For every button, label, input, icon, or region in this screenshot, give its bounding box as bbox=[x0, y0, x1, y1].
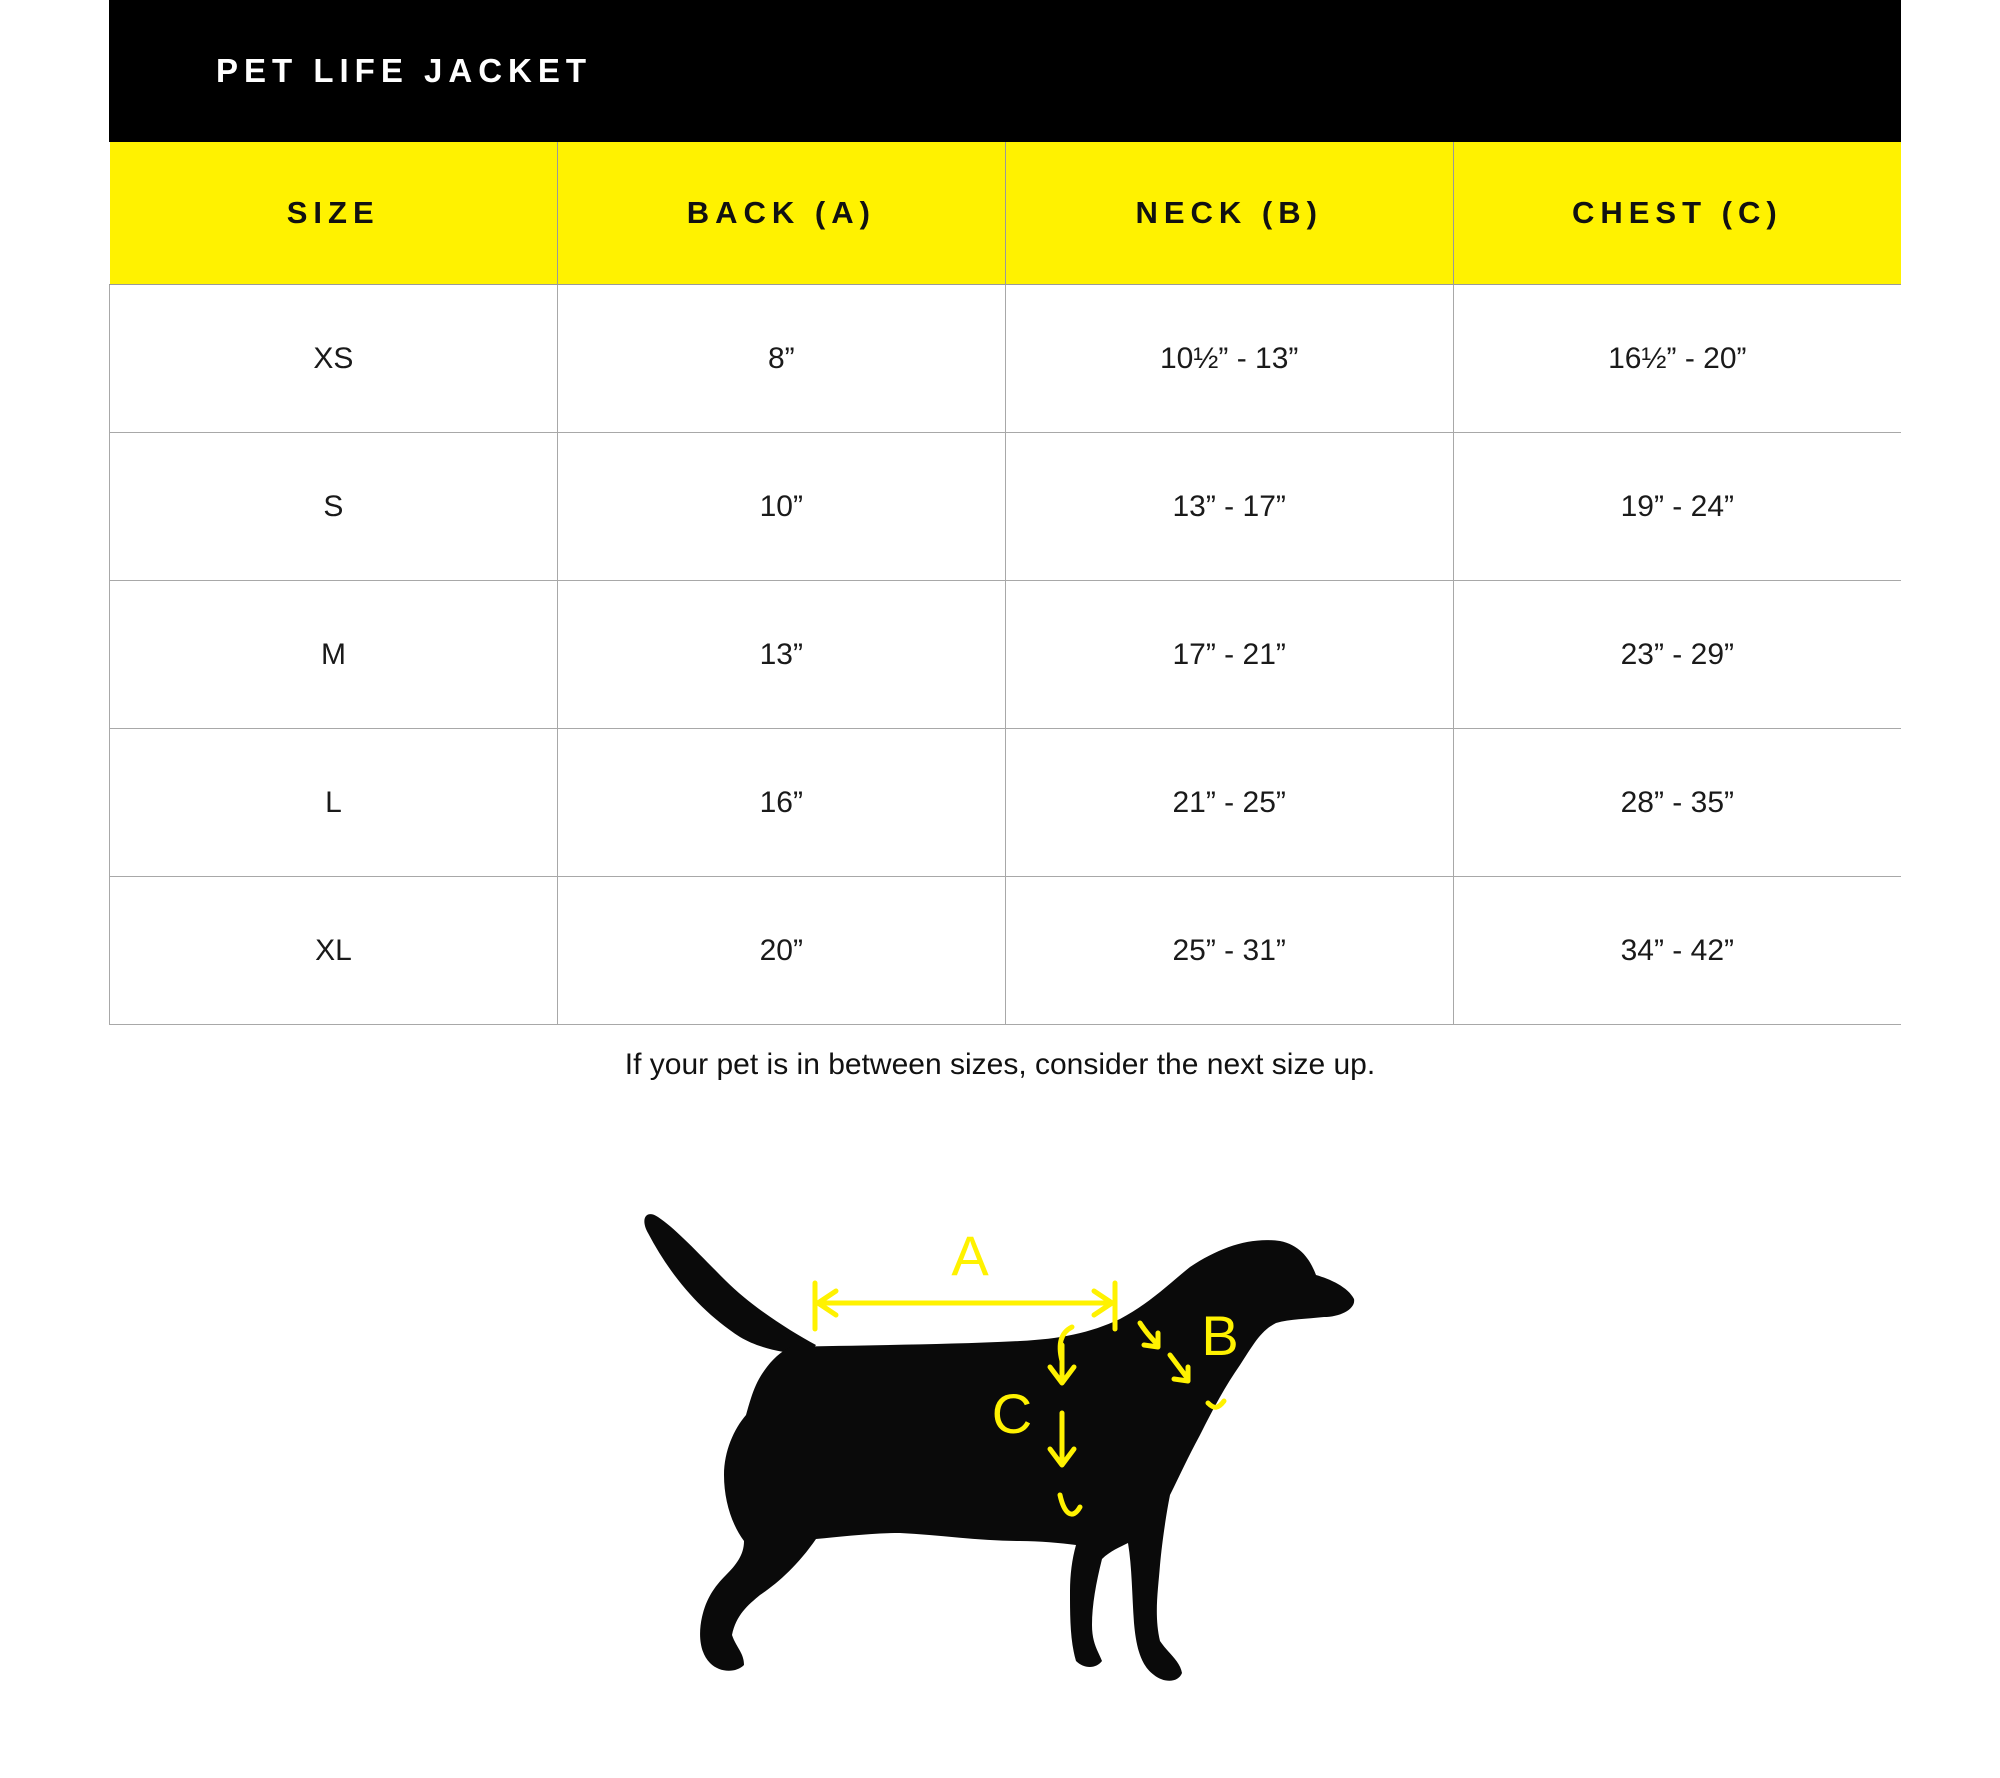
neck-cell: 13” - 17” bbox=[1005, 433, 1453, 581]
size-cell: XL bbox=[110, 877, 558, 1025]
table-row bbox=[110, 285, 1902, 433]
size-cell: M bbox=[110, 581, 558, 729]
header-back: BACK (A) bbox=[557, 142, 1005, 285]
back-cell: 16” bbox=[557, 729, 1005, 877]
size-table bbox=[109, 142, 1901, 1025]
sizing-note: If your pet is in between sizes, consider the next size up. bbox=[624, 1048, 1376, 1081]
chest-cell: 16½” - 20” bbox=[1453, 285, 1901, 433]
chest-cell: 23” - 29” bbox=[1453, 581, 1901, 729]
header-neck: NECK (B) bbox=[1005, 142, 1453, 285]
size-cell: L bbox=[110, 729, 558, 877]
table-row bbox=[110, 581, 1902, 729]
back-cell: 8” bbox=[557, 285, 1005, 433]
chest-cell: 34” - 42” bbox=[1453, 877, 1901, 1025]
chart-title: PET LIFE JACKET bbox=[216, 52, 593, 89]
chest-cell: 19” - 24” bbox=[1453, 433, 1901, 581]
header-chest: CHEST (C) bbox=[1453, 142, 1901, 285]
back-cell: 13” bbox=[557, 581, 1005, 729]
table-row bbox=[110, 433, 1902, 581]
back-cell: 20” bbox=[557, 877, 1005, 1025]
size-chart bbox=[109, 0, 1901, 1025]
measurement-diagram bbox=[640, 1195, 1360, 1705]
header-row bbox=[110, 142, 1902, 285]
size-cell: XS bbox=[110, 285, 558, 433]
table-row bbox=[110, 729, 1902, 877]
neck-cell: 21” - 25” bbox=[1005, 729, 1453, 877]
dog-silhouette-icon bbox=[644, 1214, 1354, 1681]
neck-cell: 17” - 21” bbox=[1005, 581, 1453, 729]
size-cell: S bbox=[110, 433, 558, 581]
table-row bbox=[110, 877, 1902, 1025]
label-b: B bbox=[1201, 1304, 1239, 1367]
neck-cell: 25” - 31” bbox=[1005, 877, 1453, 1025]
label-a: A bbox=[951, 1224, 989, 1287]
label-c: C bbox=[991, 1382, 1033, 1445]
header-size: SIZE bbox=[110, 142, 558, 285]
chest-cell: 28” - 35” bbox=[1453, 729, 1901, 877]
neck-cell: 10½” - 13” bbox=[1005, 285, 1453, 433]
title-bar bbox=[109, 0, 1901, 142]
back-measure-marker bbox=[815, 1283, 1115, 1329]
back-cell: 10” bbox=[557, 433, 1005, 581]
